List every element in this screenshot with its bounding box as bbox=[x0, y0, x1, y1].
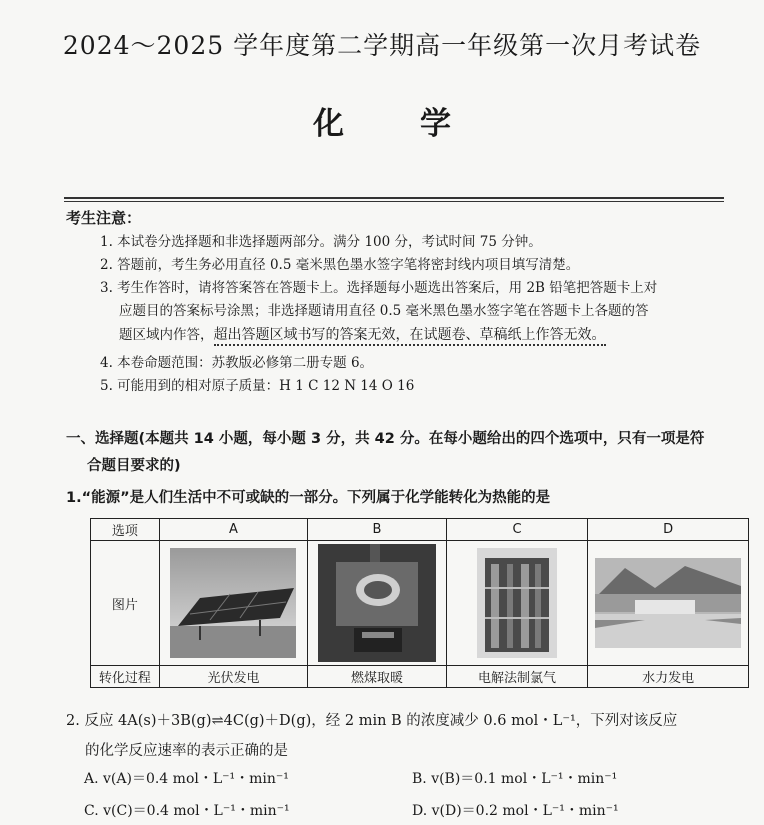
option-c-process: 电解法制氯气 bbox=[446, 666, 588, 688]
solar-panel-image bbox=[170, 548, 296, 658]
question-1-stem: 1.“能源”是人们生活中不可或缺的一部分。下列属于化学能转化为热能的是 bbox=[66, 490, 551, 506]
image-row-label: 图片 bbox=[91, 541, 160, 666]
notice-item-4: 4. 本卷命题范围：苏教版必修第二册专题 6。 bbox=[100, 355, 374, 371]
process-row-label: 转化过程 bbox=[91, 666, 160, 688]
subject-char-2: 学 bbox=[420, 106, 451, 142]
question-2-option-c: C. v(C)＝0.4 mol・L⁻¹・min⁻¹ bbox=[84, 803, 290, 819]
question-1-table bbox=[90, 518, 749, 688]
notice-item-3-cont: 应题目的答案标号涂黑；非选择题请用直径 0.5 毫米黑色墨水签字笔在答题卡上各题的答 bbox=[119, 303, 649, 319]
notice-item-5: 5. 可能用到的相对原子质量：H 1 C 12 N 14 O 16 bbox=[100, 378, 415, 394]
notice-item-2: 2. 答题前，考生务必用直径 0.5 毫米黑色墨水签字笔将密封线内项目填写清楚。 bbox=[100, 257, 580, 273]
hydropower-dam-image bbox=[595, 558, 741, 648]
option-a-header: A bbox=[159, 519, 307, 541]
question-2-stem-line2: 的化学反应速率的表示正确的是 bbox=[85, 743, 288, 759]
notice-item-1: 1. 本试卷分选择题和非选择题两部分。满分 100 分，考试时间 75 分钟。 bbox=[100, 234, 542, 250]
notice-item-3-end bbox=[119, 325, 606, 345]
subject-title bbox=[0, 98, 764, 143]
question-2-option-d: D. v(D)＝0.2 mol・L⁻¹・min⁻¹ bbox=[412, 803, 619, 819]
exam-title: 2024～2025 学年度第二学期高一年级第一次月考试卷 bbox=[62, 31, 702, 60]
question-2-option-a: A. v(A)＝0.4 mol・L⁻¹・min⁻¹ bbox=[84, 771, 289, 787]
header-rule bbox=[64, 197, 724, 199]
question-2 bbox=[66, 706, 756, 766]
option-d-process: 水力发电 bbox=[588, 666, 749, 688]
header-rule-thin bbox=[64, 201, 724, 202]
option-c-image bbox=[446, 541, 588, 666]
notice-emphasis: 超出答题区域书写的答案无效，在试题卷、草稿纸上作答无效。 bbox=[214, 327, 606, 346]
option-c-header: C bbox=[446, 519, 588, 541]
question-2-stem-line1: 2. 反应 4A(s)＋3B(g)⇌4C(g)＋D(g)，经 2 min B 的浓度减少 0.6 mol・L⁻¹，下列对该反应 bbox=[66, 713, 678, 729]
coal-stove-image bbox=[318, 544, 436, 662]
option-d-header: D bbox=[588, 519, 749, 541]
option-a-process: 光伏发电 bbox=[159, 666, 307, 688]
option-b-header: B bbox=[308, 519, 447, 541]
option-b-image bbox=[308, 541, 447, 666]
section-heading bbox=[66, 426, 746, 480]
subject-char-1: 化 bbox=[313, 106, 344, 142]
electrolysis-plant-image bbox=[477, 548, 557, 658]
question-2-option-b: B. v(B)＝0.1 mol・L⁻¹・min⁻¹ bbox=[412, 771, 618, 787]
notice-item-3-tail: 题区域内作答， bbox=[119, 327, 214, 343]
section-heading-line2: 合题目要求的) bbox=[87, 458, 181, 474]
option-a-image bbox=[159, 541, 307, 666]
notice-heading: 考生注意： bbox=[66, 209, 142, 227]
section-heading-line1: 一、选择题(本题共 14 小题，每小题 3 分，共 42 分。在每小题给出的四个选项中，只有一项是符 bbox=[66, 431, 705, 447]
notice-item-3: 3. 考生作答时，请将答案答在答题卡上。选择题每小题选出答案后，用 2B 铅笔把答题卡上对 bbox=[100, 280, 658, 296]
option-d-image bbox=[588, 541, 749, 666]
table-header-label: 选项 bbox=[91, 519, 160, 541]
option-b-process: 燃煤取暖 bbox=[308, 666, 447, 688]
